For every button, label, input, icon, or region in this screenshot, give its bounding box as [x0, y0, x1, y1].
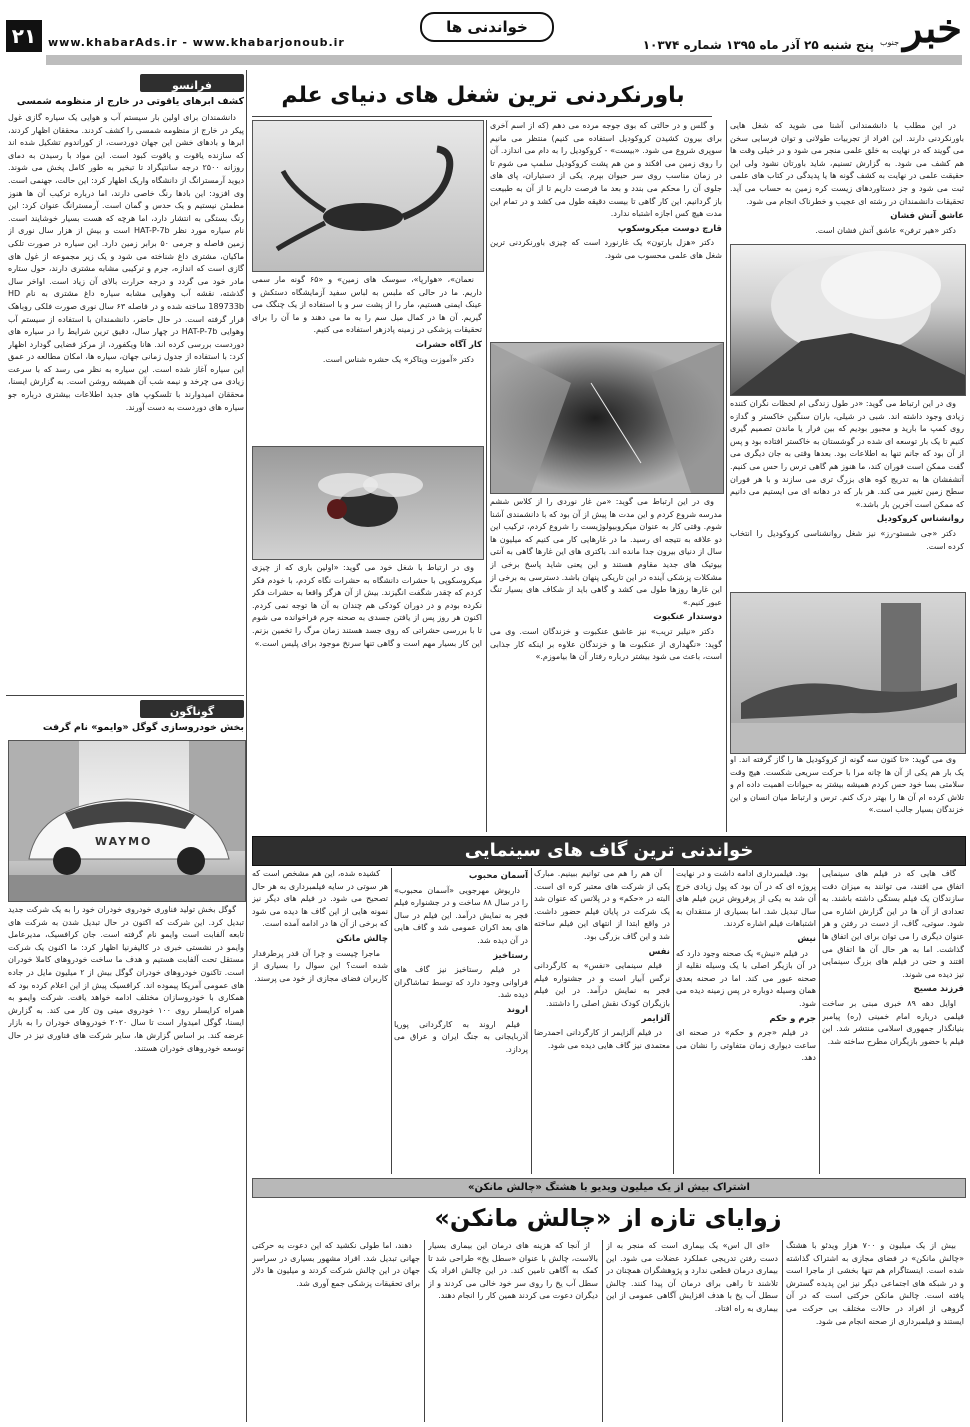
- main-col-3b: وی در ارتباط با شغل خود می گوید: «اولین باری که از چیزی میکروسکوپی با حشرات دانشگاه به حشرات نگاه کردم، با خودم فکر کردم که چقدر شگفت انگیزند. بیش از آن هرگز واقعا به حشرات فکر نکرده بودم و در دوران کودکی هم چندان به آن ها توجه نمی کردم. اکنون هر روز پس از یافتن جسدی به صحنه جرم فراخوانده می شوم تا با بررسی حشراتی که روی جسد هستند زمان مرگ را تخمین بزنم. این کار بسیار مهم است و گاهی تنها سرنخ موجود برای پلیس است.»: [252, 563, 482, 648]
- waymo-car-photo: [8, 740, 246, 902]
- cinema-col-3: آن هم را هم می توانیم ببینیم. مبارک یکی از شرکت های معتبر کره ای است. البته در «حکم» و در پلاتس که عنوان شد یک شرکت در پایان فیلم حضور داشت. در واقع ابتدا از انتهای این فیلم ساخته شد و این گاف بزرگی بود. نفس فیلم سینمایی «نفس» به کارگردانی نرگس آبیار است و در جشنواره فیلم فجر به نمایش درآمد. در این فیلم بازیگران کودک نقش اصلی را داشتند. آلزایمر در فیلم آلزایمر از کارگردانی احمدرضا معتمدی نیز گاف هایی دیده می شود.: [534, 869, 670, 1050]
- cinema-divider-4: [391, 868, 392, 1174]
- waymo-car-icon: [9, 741, 245, 901]
- section-title: خواندنی ها: [420, 12, 554, 42]
- english-name-band: KHABAR-E-JONOUB MORNING NEWSPAPER: [46, 55, 962, 65]
- challenge-kicker: اشتراک بیش از یک میلیون ویدیو با هشتگ «چالش مانکن»: [468, 1182, 750, 1193]
- cinema-col-5: کشیده شده، این هم مشخص است که هر سوتی در سایه فیلمبرداری به هر حال تصحیح می شود. در فیلم های دیگر نیز نمونه هایی از این گاف ها دیده می شود که برخی از آن ها در ادامه آمده است. چالش مانکن ماجرا چیست و چرا آن قدر پرطرفدار شده است؟ این سوال را بسیاری از کاربران فضای مجازی از خود می پرسند.: [252, 869, 388, 983]
- main-col-divider-2: [486, 120, 487, 832]
- scorpion-icon: [253, 121, 483, 271]
- sidebar-text-2: گوگل بخش تولید فناوری خودروی خودران خود را به یک شرکت جدید تبدیل کرد. این شرکت که اکنون در حال تبدیل شدن به شرکت های تابعه آلفابت است وایمو نام گرفته است. جان کرافسیک، مدیرعامل وایمو در نشستی خبری در کالیفرنیا اظهار کرد: ما اکنون یک شرکت مستقل تحت آلفابت هستیم و هدف ما ساخت خودروهای کاملا خودران است. تاکنون خودروهای خودران گوگل بیش از ۲ میلیون مایل در جاده های عمومی آمریکا پیموده اند. کرافسیک پیش از این اعلام کرده بود که همکاری با خودروسازان مختلف ادامه خواهد یافت. شرکت وایمو به همراه کرایسلر روی ۱۰۰ خودروی مینی ون کار می کند. به گزارش ایسنا، گوگل امیدوار است تا سال ۲۰۲۰ خودروهای خودران را به بازار عرضه کند. بر اساس گزارش ها، سایر شرکت های فناوری نیز در حال توسعه خودروهای خودران هستند.: [8, 905, 244, 1053]
- main-col-3: نعمان»، «هوارپا»، سوسک های زمین» و «۶۵ گونه مار سمی داریم. ما در حالی که ملبس به لباس سفید آزمایشگاه دستکش و عینک ایمنی هستیم، مار را از پشت سر و با استفاده از یک چنگک می گیریم. آن ها در کمال میل سم را به ما می دهند و ما آن را برای تحقیقات پزشکی در زمینه پادزهر استفاده می کنیم. کار آگاه حشرات دکتر «آموزت ویتاکر» یک حشره شناس است.: [252, 275, 482, 364]
- challenge-title: زوایای تازه از «چالش مانکن»: [434, 1204, 782, 1232]
- cinema-divider-1: [819, 868, 820, 1174]
- main-article-title: باورنکردنی ترین شغل های دنیای علم: [281, 83, 685, 108]
- cinema-col-2: بود. فیلمبرداری ادامه داشت و در نهایت پروژه ای که در آن بود که پول زیادی خرج آن شد به یکی از پرفروش ترین فیلم های سال تبدیل شد. اما بسیاری از منتقدان به اشتباهات فیلم اشاره کردند. نیش در فیلم «نیش» یک صحنه وجود دارد که در آن بازیگر اصلی با یک وسیله نقلیه از صحنه عبور می کند. اما در صحنه بعدی همان وسیله دوباره در پس زمینه دیده می شود. جرم و حکم در فیلم «جرم و حکم» در صحنه ای ساعت دیواری زمان متفاوتی را نشان می دهد.: [676, 869, 816, 1063]
- sidebar-rule: [6, 695, 244, 696]
- volcano-photo: [730, 244, 966, 396]
- site-urls: www.khabarAds.ir - www.khabarjonoub.ir: [48, 36, 345, 49]
- challenge-divider-1: [782, 1240, 783, 1422]
- main-col-2: و گلس و در حالتی که بوی جوجه مرده می دهم (که از اسم آخری برای بیرون کشیدن کروکودیل استفاده می کنیم) منتظر می مانیم سوپری شروع می شود. «بیست» - کروکودیل را به دام می اندازد. آن را روی زمین می افکند و من هم پشت کروکودیل سلمپ می شوم تا در زمان مناسب روی سر حیوان بپرم. یکی از دستیاران، پای های جلوی آن را محکم می بندد و بعد ما فرصت داریم تا از آن به طبیعت باز گردانیم. این کار گاهی تا بیست دقیقه طول می کشد و در تمام این مدت هیچ کس اجازه اشتباه ندارد. قارچ دوست میکروسکوپ دکتر «هزل بارتون» یک غارنورد است که چیزی باورنکردنی ترین شغل های علمی محسوب می شود.: [490, 121, 722, 260]
- logo-text: خبر: [903, 5, 962, 52]
- page-number: ۲۱: [11, 24, 37, 48]
- sidebar-title-1: کشف ابرهای یاقوتی در خارج از منظومه شمسی: [16, 96, 244, 107]
- cinema-banner: [252, 836, 966, 866]
- sidebar-header-2: گوناگون: [140, 700, 244, 718]
- challenge-col-3: از آنجا که هزینه های درمان این بیماری بسیار بالاست، چالش با عنوان «سطل یخ» طراحی شد تا کمک به آگاهی تامین کند. در این چالش افراد یک سطل آب یخ را روی سر خود خالی می کردند و از دیگران دعوت می کردند همین کار را انجام دهند.: [428, 1241, 598, 1301]
- main-col-2b: وی در این ارتباط می گوید: «من غار نوردی را از کلاس ششم مدرسه شروع کردم و این مدت ها پیش از آن بود که با دانشمندی آشنا شوم. وقتی کار به عنوان میکروبیولوژیست را شروع کردم، ترکیب این دو علاقه به نتیجه ای رسید. ما در غارهایی کار می کنیم که میلیون ها سال از دنیای بیرون جدا مانده اند. باکتری های این غارها گاهی به آنتی بیوتیک های جدید مقاوم هستند و این یعنی شاید پاسخ برخی از مشکلات پزشکی آینده در این تاریکی پنهان باشد. دسترسی به برخی از این غارها روزها طول می کشد و گاهی باید از شکاف های بسیار تنگ عبور کنیم.» دوستدار عنکبوت دکتر «نیلبر تریب» نیز عاشق عنکبوت و خزندگان است. وی می گوید: «نگهداری از عنکبوت ها و خزندگان علاوه بر اینکه کار جذابی است، باعث می شود بیشتر درباره رفتار آن ها بیاموزم.»: [490, 497, 722, 662]
- fly-photo: [252, 446, 484, 560]
- fly-icon: [253, 447, 483, 559]
- volcano-icon: [731, 245, 965, 395]
- challenge-col-1: بیش از یک میلیون و ۷۰۰ هزار ویدئو با هشتگ «چالش مانکن» در فضای مجازی به اشتراک گذاشته شده است. اینستاگرام هم تنها بخشی از ماجرا است و در شبکه های اجتماعی دیگر نیز این پدیده گسترش یافته است. چالش مانکن حرکتی است که در آن گروهی از افراد در حالات مختلف بی حرکت می ایستند و فیلمبرداری از صحنه انجام می شود.: [786, 1241, 964, 1326]
- sidebar-divider: [246, 70, 247, 1422]
- sidebar-text-1: دانشمندان برای اولین بار سیستم آب و هوایی یک سیاره گازی غول پیکر در خارج از منظومه شمسی را کشف کردند. محققان اظهار کردند، ابرها و بادهای خشن این جهان دوردست، از کوراندوم تشکیل شده اند که سازنده یاقوت و یاقوت کبود است. این مواد با رسیدن به دمای روزانه ۲۵۰۰ درجه سانتیگراد تا تبخیر به طور کامل پخش می شوند. دیوید آرمسترانگ از دانشگاه واریک اظهار کرد: این حالت، جهنمی است. وی افزود: این بادها رنگ خاصی دارند، اما درباره ترکیب آن ها هنوز مطمئن نیستیم و یک حدس و گمان است. آرمسترانگ عنوان کرد: این رنگ بستگی به انتشار دارد، اما هرچه که هست بسیار خوشایند است. نام سیاره مورد نظر HAT-P-7b است و بیش از هزار سال نوری از زمین فاصله و جرمی ۵۰ برابر زمین دارد. این سیاره در صورت تلکی ماکیان، مشتری داغ شناخته می شود و یک زیر مجموعه از غول های گازی است که اندازه، جرم و ترکیبی مشابه مشتری دارند، حول ستاره مادر خود می گردد و درجه حرارت بالای آن زیاد است. اواخر سال گذشته، نقشه آب وهوایی مشابه سیاره داغ مشتری به نام HD 189733b ساخته شده و در فاصله ۶۳ سال نوری صورت فلکی روباهک قرار گرفته است. در حال حاضر، دانشمندان با استفاده از سیستم آب وهوایی HAT-P-7b در چهار سال، دقیق ترین شرایط را در سیاره های دوردست بررسی کرده اند. هانا ویکفورد، از مرکز فضایی گودارد اظهار کرد: با استفاده از جدول زمانی جهان، سیاره ها، امکان مطالعه در عمق این سیاره آغاز شده است. این سیاره به نظر می رسد که با سرعت زیادی می چرخد و نیمه شب آن همیشه روشن است. به گزارش ایسنا، محققان امیدوارند با تلسکوپ های جدید اطلاعات بیشتری درباره جو سیاره های دوردست به دست آورند.: [8, 113, 244, 412]
- challenge-kicker-band: [252, 1178, 966, 1198]
- main-col-1: در این مطلب با دانشمندانی آشنا می شوید که شغل هایی باورنکردنی دارند. این افراد از تجربیات طولانی و توان فرسایی سخن می گویند که در نهایت به خلق علمی منجر می شود و در خیلی وقت ها هم کشف می شود. به گزارش تسنیم، شاید باورتان نشود ولی این حقیقت علمی در نهایت به کشف گونه ها یا پدیدگی در کتاب های علمی ثبت می شود و جز دستاوردهای زیست کره زمین به حساب می آید. تحقیقات دانشمندان در رشته ای عجیب و خطرناک انجام می شود. عاشق آتش فشان دکتر «هیر ترفن» عاشق آتش فشان است.: [730, 121, 964, 235]
- crocodile-icon: [731, 593, 965, 753]
- cinema-col-4: آسمان محبوب داریوش مهرجویی «آسمان محبوب» را در سال ۸۸ ساخت و در جشنواره فیلم فجر به نمایش درآمد. این فیلم در سال های بعد اکران عمومی شد و گاف هایی در آن دیده شد. رستاخیز در فیلم رستاخیز نیز گاف های فراوانی وجود دارد که توسط تماشاگران دیده شد. اروند فیلم اروند به کارگردانی پوریا آذربایجانی به جنگ ایران و عراق می پردازد.: [394, 871, 528, 1054]
- main-col-1b: وی در این ارتباط می گوید: «در طول زندگی ام لحظات نگران کننده زیادی وجود داشته اند. شبی در شیلی، باران سنگین خاکستر و گدازه روی کمپ ما بارید و مجبور بودیم که بین فرار یا ماندن تصمیم گیری کنیم تا یک بار توسعه ای شده در گوشستان به خاکستر افتاده بود و پس از آن بود که جانم تنها به اطلاعات بود. بعدها وقتی به جان دیگری می گفت ممکن است فوران کند، ما هنوز هم گاهی ترس را حس می کنیم. آتشفشان ها به تدریج کوه های بزرگ تری می سازند و با هر فوران سطح زمین تغییر می کند. هر بار که در دهانه ای می ایستیم می دانیم که ممکن است آخرین بار باشد.» روانشناس کروکودیل دکتر «جی شستو-رز» نیز شغل روانشناسی کروکودیل را انتخاب کرده است.: [730, 399, 964, 551]
- cinema-divider-3: [531, 868, 532, 1174]
- logo-subtext: جنوب: [880, 38, 900, 47]
- main-col-1c: وی می گوید: «تا کنون سه گونه از کروکودیل ها را گاز گرفته اند. او یک بار هم یکی از آن ها چانه مرا با حرکت سریعی شکست. هیچ وقت سلامتی بسا خود حس کردم همیشه بیشتر به حیوانات اهمیت داده ام و تلاش کرده ام آن ها را بهتر درک کنم. ترس و ارتباط میان انسان و این خزندگان بسیار جالب است.»: [730, 755, 964, 815]
- newspaper-logo: [878, 6, 962, 58]
- sidebar-title-2: بخش خودروسازی گوگل «وایمو» نام گرفت: [42, 722, 244, 733]
- challenge-divider-2: [602, 1240, 603, 1422]
- challenge-col-4: دهند، اما طولی نکشید که این دعوت به حرکتی جهانی تبدیل شد. افراد مشهور بسیاری در سراسر جهان در این چالش شرکت کردند و میلیون ها دلار برای تحقیقات پزشکی جمع آوری شد.: [252, 1241, 420, 1288]
- challenge-col-2: «ای ال اس» یک بیماری است که منجر به از دست رفتن تدریجی عملکرد عضلات می شود. این بیماری درمان قطعی ندارد و پژوهشگران همچنان در تلاشند تا راهی برای درمان آن پیدا کنند. چالش سطل آب یخ با هدف افزایش آگاهی عمومی از این بیماری به راه افتاد.: [606, 1241, 778, 1313]
- cinema-col-1: گاف هایی که در فیلم های سینمایی اتفاق می افتند، می توانند به میزان دقت سازندگان یک فیلم بستگی داشته باشند. به تعدادی از آن ها در این گزارش اشاره می شود. سوتی، گاف، از دست در رفتن و هر عنوان دیگری را می توان برای این اتفاق ها گذاشت. اما به هر حال آن ها اتفاق می افتند و حتی در فیلم های بزرگ سینمایی نیز دیده می شوند. فرزند مسیح اوایل دهه ۸۹ خبری مبنی بر ساخت فیلمی درباره امام خمینی (ره) پیامبر بنیانگذار جمهوری اسلامی منتشر شد. این فیلم با حضور بازیگران مطرح ساخته شد.: [822, 869, 964, 1046]
- cinema-title: خواندنی ترین گاف های سینمایی: [464, 840, 754, 861]
- cave-icon: [491, 343, 723, 493]
- scorpion-photo: [252, 120, 484, 272]
- masthead: [0, 0, 970, 72]
- main-col-divider-1: [726, 120, 727, 832]
- challenge-divider-3: [424, 1240, 425, 1422]
- sidebar-header-1: فرانسو: [140, 74, 244, 92]
- cave-photo: [490, 342, 724, 494]
- main-title-rule: [252, 116, 712, 117]
- waymo-label: WAYMO: [95, 835, 153, 848]
- page-number-box: [6, 20, 42, 52]
- cinema-divider-2: [673, 868, 674, 1174]
- crocodile-photo: [730, 592, 966, 754]
- date-line: پنج شنبه ۲۵ آذر ماه ۱۳۹۵ شماره ۱۰۳۷۴: [642, 38, 874, 52]
